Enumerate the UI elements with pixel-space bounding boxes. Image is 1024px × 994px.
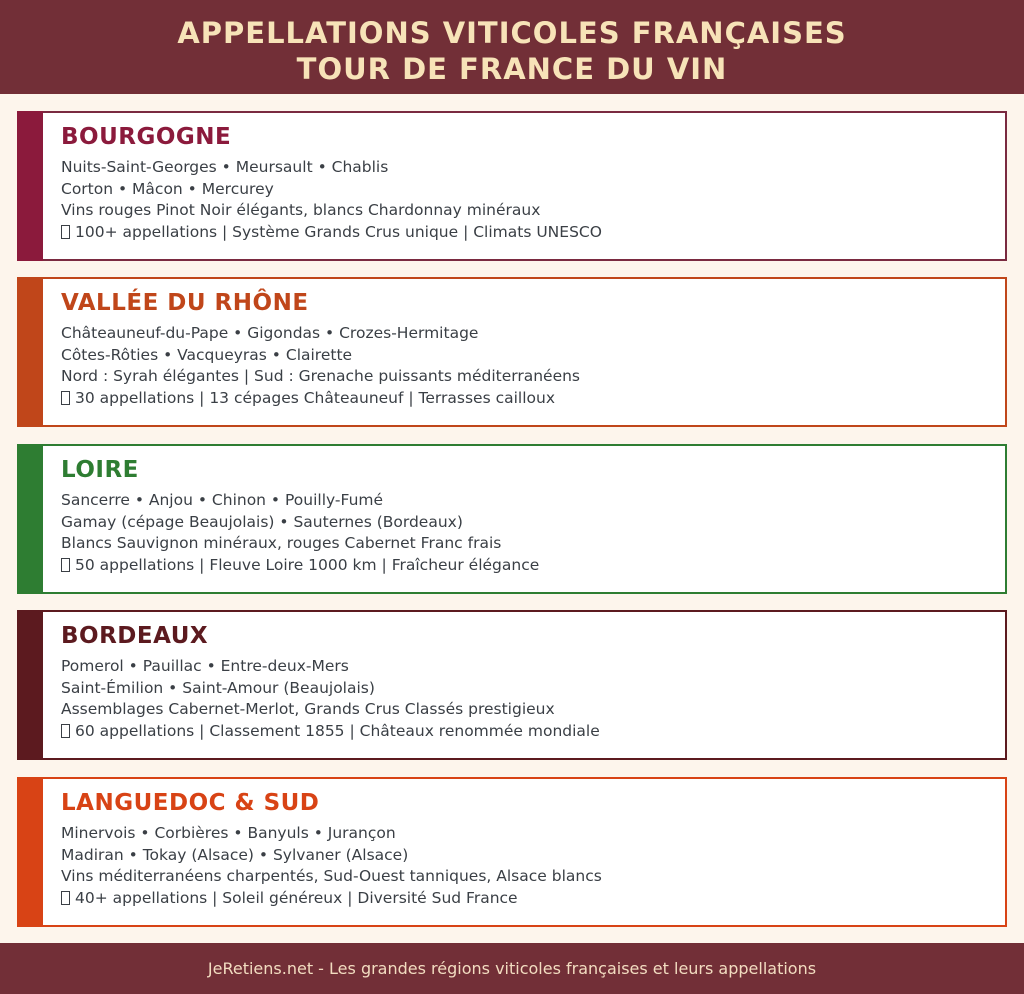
detail-text: Corton • Mâcon • Mercurey — [61, 179, 274, 198]
region-card — [17, 610, 1007, 760]
region-card — [17, 444, 1007, 594]
detail-text: Vins méditerranéens charpentés, Sud-Ouest tanniques, Alsace blancs — [61, 867, 602, 885]
detail-line — [61, 157, 602, 179]
detail-text: Côtes-Rôties • Vacqueyras • Clairette — [61, 345, 353, 364]
header — [0, 0, 1024, 94]
detail-line — [61, 345, 580, 367]
detail-text: Pomerol • Pauillac • Entre-deux-Mers — [61, 657, 349, 675]
region-title: LOIRE — [61, 457, 139, 483]
detail-line — [61, 533, 539, 555]
region-card — [17, 777, 1007, 927]
region-details — [61, 490, 539, 576]
detail-line — [61, 866, 602, 888]
detail-text: Nord : Syrah élégantes | Sud : Grenache puissants méditerranéens — [61, 367, 581, 385]
region-card — [17, 111, 1007, 261]
detail-text: 30 appellations | 13 cépages Châteauneuf | Terrasses cailloux — [75, 388, 555, 407]
region-details — [61, 823, 602, 909]
detail-line — [61, 222, 602, 244]
region-title: BOURGOGNE — [61, 124, 232, 150]
missing-glyph-icon — [61, 558, 70, 572]
detail-text: Vins rouges Pinot Noir élégants, blancs Chardonnay minéraux — [61, 201, 541, 219]
detail-text: 60 appellations | Classement 1855 | Châteaux renommée mondiale — [75, 721, 600, 740]
detail-text: Assemblages Cabernet-Merlot, Grands Crus Classés prestigieux — [61, 700, 555, 718]
detail-text: Gamay (cépage Beaujolais) • Sauternes (Bordeaux) — [61, 512, 463, 531]
missing-glyph-icon — [61, 391, 70, 405]
detail-text: 50 appellations | Fleuve Loire 1000 km | Fraîcheur élégance — [75, 555, 540, 574]
detail-line — [61, 366, 580, 388]
accent-bar — [17, 444, 43, 594]
detail-text: 100+ appellations | Système Grands Crus unique | Climats UNESCO — [75, 222, 602, 241]
accent-bar — [17, 111, 43, 261]
detail-line — [61, 200, 602, 222]
detail-line — [61, 888, 602, 910]
detail-text: Sancerre • Anjou • Chinon • Pouilly-Fumé — [61, 491, 384, 509]
region-details — [61, 656, 600, 742]
region-card — [17, 277, 1007, 427]
detail-line — [61, 555, 539, 577]
detail-line — [61, 388, 580, 410]
detail-line — [61, 845, 602, 867]
accent-bar — [17, 610, 43, 760]
detail-line — [61, 512, 539, 534]
accent-bar — [17, 777, 43, 927]
detail-line — [61, 656, 600, 678]
region-title: VALLÉE DU RHÔNE — [61, 290, 309, 316]
detail-text: 40+ appellations | Soleil généreux | Diversité Sud France — [75, 888, 518, 907]
detail-line — [61, 823, 602, 845]
page-subtitle: TOUR DE FRANCE DU VIN — [296, 52, 728, 86]
detail-text: Minervois • Corbières • Banyuls • Jurançon — [61, 824, 396, 842]
detail-text: Nuits-Saint-Georges • Meursault • Chablis — [61, 158, 389, 176]
page-title: APPELLATIONS VITICOLES FRANÇAISES — [177, 16, 847, 50]
detail-line — [61, 721, 600, 743]
region-details — [61, 323, 580, 409]
detail-line — [61, 323, 580, 345]
missing-glyph-icon — [61, 225, 70, 239]
region-title: BORDEAUX — [61, 623, 209, 649]
detail-line — [61, 699, 600, 721]
detail-text: Blancs Sauvignon minéraux, rouges Cabernet Franc frais — [61, 534, 502, 552]
detail-text: Madiran • Tokay (Alsace) • Sylvaner (Alsace) — [61, 845, 409, 864]
detail-line — [61, 490, 539, 512]
region-title: LANGUEDOC & SUD — [61, 790, 320, 816]
missing-glyph-icon — [61, 724, 70, 738]
detail-line — [61, 179, 602, 201]
detail-text: Châteauneuf-du-Pape • Gigondas • Crozes-Hermitage — [61, 324, 479, 342]
detail-text: Saint-Émilion • Saint-Amour (Beaujolais) — [61, 678, 375, 697]
missing-glyph-icon — [61, 891, 70, 905]
accent-bar — [17, 277, 43, 427]
detail-line — [61, 678, 600, 700]
footer: JeRetiens.net - Les grandes régions viticoles françaises et leurs appellations — [0, 943, 1024, 994]
region-details — [61, 157, 602, 243]
